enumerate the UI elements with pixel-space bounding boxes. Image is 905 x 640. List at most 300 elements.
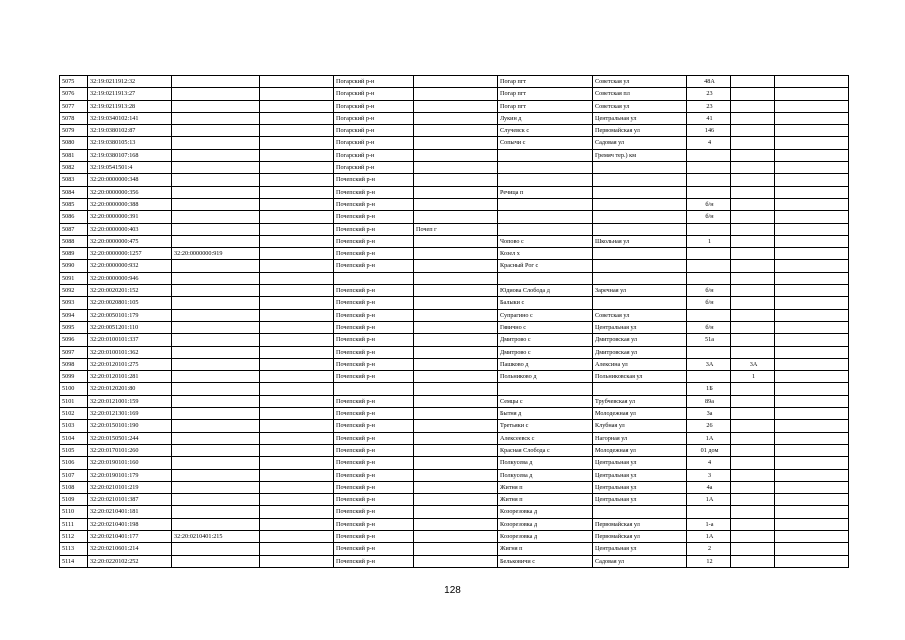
extra-number-cell: [731, 198, 775, 210]
town-cell: [414, 112, 498, 124]
row-number-cell: 5097: [60, 346, 88, 358]
blank-cell-cell: [260, 297, 334, 309]
street-cell: [593, 174, 687, 186]
blank-cell-cell: [260, 162, 334, 174]
town-cell: [414, 125, 498, 137]
cadastral-number-cell: 32:20:0190101:160: [88, 457, 172, 469]
locality-cell: Супрагино с: [498, 309, 593, 321]
blank-cell-cell: [260, 88, 334, 100]
extra-number-cell: [731, 321, 775, 333]
extra-note-cell: [775, 444, 849, 456]
extra-note-cell: [775, 211, 849, 223]
locality-cell: [498, 149, 593, 161]
cadastral-number-cell: 32:20:0120201:80: [88, 383, 172, 395]
street-cell: [593, 272, 687, 284]
house-number-cell: 23: [687, 100, 731, 112]
house-number-cell: 48А: [687, 76, 731, 88]
extra-number-cell: [731, 457, 775, 469]
cadastral-number-cell: 32:20:0000000:403: [88, 223, 172, 235]
town-cell: [414, 383, 498, 395]
locality-cell: [498, 198, 593, 210]
locality-cell: Житня п: [498, 481, 593, 493]
house-number-cell: 12: [687, 555, 731, 567]
locality-cell: Дмитрово с: [498, 346, 593, 358]
street-cell: Первомайская ул: [593, 125, 687, 137]
table-row: [60, 285, 849, 297]
town-cell: [414, 149, 498, 161]
blank-cell-cell: [260, 112, 334, 124]
house-number-cell: 1-а: [687, 518, 731, 530]
blank-cell-cell: [260, 198, 334, 210]
extra-number-cell: [731, 309, 775, 321]
street-cell: Центральная ул: [593, 321, 687, 333]
row-number-cell: 5111: [60, 518, 88, 530]
blank-cell-cell: [260, 408, 334, 420]
house-number-cell: 1Б: [687, 383, 731, 395]
row-number-cell: 5102: [60, 408, 88, 420]
district-cell: Почепский р-н: [334, 518, 414, 530]
blank-cell-cell: [260, 76, 334, 88]
locality-cell: Козорезовка д: [498, 530, 593, 542]
house-number-cell: 26: [687, 420, 731, 432]
district-cell: Почепский р-н: [334, 420, 414, 432]
town-cell: [414, 518, 498, 530]
extra-note-cell: [775, 248, 849, 260]
extra-number-cell: [731, 530, 775, 542]
street-cell: Польниковская ул: [593, 371, 687, 383]
cadastral-number-cell: 32:20:0000000:356: [88, 186, 172, 198]
street-cell: [593, 198, 687, 210]
row-number-cell: 5114: [60, 555, 88, 567]
street-cell: Молодежная ул: [593, 444, 687, 456]
district-cell: Погарский р-н: [334, 137, 414, 149]
district-cell: Почепский р-н: [334, 432, 414, 444]
house-number-cell: [687, 223, 731, 235]
row-number-cell: 5110: [60, 506, 88, 518]
row-number-cell: 5113: [60, 543, 88, 555]
street-cell: Заречная ул: [593, 285, 687, 297]
blank-cell-cell: [260, 395, 334, 407]
town-cell: [414, 530, 498, 542]
row-number-cell: 5107: [60, 469, 88, 481]
extra-number-cell: [731, 555, 775, 567]
blank-cell-cell: [260, 321, 334, 333]
table-row: [60, 186, 849, 198]
row-number-cell: 5108: [60, 481, 88, 493]
street-cell: Школьная ул: [593, 235, 687, 247]
row-number-cell: 5090: [60, 260, 88, 272]
cadastral-number-cell: 32:20:0121301:169: [88, 408, 172, 420]
row-number-cell: 5081: [60, 149, 88, 161]
table-row: [60, 371, 849, 383]
prior-cadastral-number-cell: [172, 494, 260, 506]
extra-number-cell: [731, 174, 775, 186]
blank-cell-cell: [260, 530, 334, 542]
house-number-cell: 4: [687, 137, 731, 149]
row-number-cell: 5087: [60, 223, 88, 235]
house-number-cell: 1А: [687, 432, 731, 444]
locality-cell: Погар пгт: [498, 100, 593, 112]
extra-note-cell: [775, 543, 849, 555]
house-number-cell: 4а: [687, 481, 731, 493]
extra-note-cell: [775, 383, 849, 395]
extra-note-cell: [775, 334, 849, 346]
cadastral-number-cell: 32:20:0210401:181: [88, 506, 172, 518]
town-cell: [414, 543, 498, 555]
district-cell: Почепский р-н: [334, 321, 414, 333]
extra-note-cell: [775, 408, 849, 420]
house-number-cell: 2: [687, 543, 731, 555]
locality-cell: Юдиова Слобода д: [498, 285, 593, 297]
house-number-cell: 1А: [687, 494, 731, 506]
extra-note-cell: [775, 309, 849, 321]
district-cell: Почепский р-н: [334, 494, 414, 506]
locality-cell: Красная Слобода с: [498, 444, 593, 456]
extra-number-cell: [731, 112, 775, 124]
row-number-cell: 5082: [60, 162, 88, 174]
table-row: [60, 223, 849, 235]
district-cell: Почепский р-н: [334, 186, 414, 198]
street-cell: [593, 211, 687, 223]
cadastral-number-cell: 32:19:0380107:168: [88, 149, 172, 161]
blank-cell-cell: [260, 248, 334, 260]
extra-note-cell: [775, 88, 849, 100]
blank-cell-cell: [260, 235, 334, 247]
locality-cell: Бельковичи с: [498, 555, 593, 567]
house-number-cell: [687, 506, 731, 518]
district-cell: Почепский р-н: [334, 334, 414, 346]
locality-cell: Алексеевск с: [498, 432, 593, 444]
house-number-cell: б/н: [687, 211, 731, 223]
extra-note-cell: [775, 494, 849, 506]
extra-number-cell: [731, 285, 775, 297]
extra-number-cell: [731, 506, 775, 518]
row-number-cell: 5075: [60, 76, 88, 88]
prior-cadastral-number-cell: [172, 235, 260, 247]
street-cell: Центральная ул: [593, 481, 687, 493]
cadastral-number-cell: 32:20:0000000:348: [88, 174, 172, 186]
town-cell: [414, 162, 498, 174]
town-cell: [414, 100, 498, 112]
town-cell: [414, 555, 498, 567]
table-row: [60, 297, 849, 309]
street-cell: [593, 223, 687, 235]
street-cell: Дмитровская ул: [593, 334, 687, 346]
prior-cadastral-number-cell: [172, 457, 260, 469]
house-number-cell: 1: [687, 235, 731, 247]
locality-cell: Польниково д: [498, 371, 593, 383]
extra-number-cell: [731, 383, 775, 395]
district-cell: Почепский р-н: [334, 395, 414, 407]
table-row: [60, 100, 849, 112]
house-number-cell: б/н: [687, 321, 731, 333]
town-cell: [414, 457, 498, 469]
prior-cadastral-number-cell: [172, 211, 260, 223]
extra-note-cell: [775, 162, 849, 174]
extra-note-cell: [775, 186, 849, 198]
cadastral-number-cell: 32:20:0210401:177: [88, 530, 172, 542]
cadastral-number-cell: 32:20:0190101:179: [88, 469, 172, 481]
table-row: [60, 321, 849, 333]
extra-note-cell: [775, 149, 849, 161]
prior-cadastral-number-cell: [172, 162, 260, 174]
locality-cell: [498, 174, 593, 186]
street-cell: [593, 297, 687, 309]
extra-note-cell: [775, 100, 849, 112]
cadastral-number-cell: 32:20:0210101:387: [88, 494, 172, 506]
cadastral-number-cell: 32:19:0340102:141: [88, 112, 172, 124]
blank-cell-cell: [260, 186, 334, 198]
prior-cadastral-number-cell: [172, 346, 260, 358]
prior-cadastral-number-cell: 32:20:0210401:215: [172, 530, 260, 542]
town-cell: [414, 395, 498, 407]
cadastral-number-cell: 32:20:0050101:179: [88, 309, 172, 321]
district-cell: Почепский р-н: [334, 444, 414, 456]
blank-cell-cell: [260, 494, 334, 506]
locality-cell: Погар пгт: [498, 88, 593, 100]
blank-cell-cell: [260, 555, 334, 567]
extra-note-cell: [775, 223, 849, 235]
district-cell: Почепский р-н: [334, 198, 414, 210]
locality-cell: Семцы с: [498, 395, 593, 407]
district-cell: Почепский р-н: [334, 469, 414, 481]
extra-note-cell: [775, 297, 849, 309]
locality-cell: Балыки с: [498, 297, 593, 309]
blank-cell-cell: [260, 457, 334, 469]
street-cell: Центральная ул: [593, 457, 687, 469]
street-cell: Гремяч тер.) км: [593, 149, 687, 161]
row-number-cell: 5098: [60, 358, 88, 370]
page-number: 128: [444, 585, 461, 596]
table-row: [60, 432, 849, 444]
cadastral-number-cell: 32:20:0100101:362: [88, 346, 172, 358]
table-row: [60, 481, 849, 493]
table-row: [60, 149, 849, 161]
extra-note-cell: [775, 432, 849, 444]
district-cell: Почепский р-н: [334, 457, 414, 469]
table-row: [60, 518, 849, 530]
prior-cadastral-number-cell: [172, 174, 260, 186]
row-number-cell: 5076: [60, 88, 88, 100]
table-row: [60, 309, 849, 321]
prior-cadastral-number-cell: [172, 395, 260, 407]
street-cell: Советская ул: [593, 309, 687, 321]
prior-cadastral-number-cell: [172, 432, 260, 444]
town-cell: [414, 494, 498, 506]
table-row: [60, 555, 849, 567]
street-cell: Советская ул: [593, 76, 687, 88]
town-cell: [414, 506, 498, 518]
extra-number-cell: [731, 186, 775, 198]
cadastral-number-cell: 32:20:0210401:198: [88, 518, 172, 530]
cadastral-number-cell: 32:20:0210601:214: [88, 543, 172, 555]
extra-note-cell: [775, 346, 849, 358]
row-number-cell: 5099: [60, 371, 88, 383]
house-number-cell: 41: [687, 112, 731, 124]
extra-number-cell: [731, 297, 775, 309]
prior-cadastral-number-cell: [172, 100, 260, 112]
table-row: [60, 248, 849, 260]
prior-cadastral-number-cell: [172, 223, 260, 235]
cadastral-number-cell: 32:20:0150101:190: [88, 420, 172, 432]
row-number-cell: 5089: [60, 248, 88, 260]
town-cell: [414, 88, 498, 100]
town-cell: [414, 321, 498, 333]
blank-cell-cell: [260, 272, 334, 284]
prior-cadastral-number-cell: [172, 506, 260, 518]
locality-cell: Погар пгт: [498, 76, 593, 88]
extra-number-cell: [731, 432, 775, 444]
house-number-cell: [687, 162, 731, 174]
table-row: [60, 444, 849, 456]
house-number-cell: [687, 186, 731, 198]
town-cell: [414, 346, 498, 358]
row-number-cell: 5100: [60, 383, 88, 395]
street-cell: [593, 383, 687, 395]
town-cell: [414, 420, 498, 432]
table-row: [60, 235, 849, 247]
cadastral-number-cell: 32:20:0020801:105: [88, 297, 172, 309]
extra-note-cell: [775, 358, 849, 370]
table-row: [60, 395, 849, 407]
extra-note-cell: [775, 555, 849, 567]
row-number-cell: 5085: [60, 198, 88, 210]
house-number-cell: 1А: [687, 530, 731, 542]
house-number-cell: [687, 260, 731, 272]
prior-cadastral-number-cell: [172, 420, 260, 432]
extra-number-cell: [731, 260, 775, 272]
locality-cell: Лукин д: [498, 112, 593, 124]
cadastral-number-cell: 32:19:0380102:87: [88, 125, 172, 137]
blank-cell-cell: [260, 481, 334, 493]
cadastral-number-cell: 32:20:0220102:252: [88, 555, 172, 567]
prior-cadastral-number-cell: [172, 518, 260, 530]
district-cell: Почепский р-н: [334, 309, 414, 321]
blank-cell-cell: [260, 309, 334, 321]
table-row: [60, 530, 849, 542]
street-cell: Алексина ул: [593, 358, 687, 370]
cadastral-number-cell: 32:20:0210101:219: [88, 481, 172, 493]
district-cell: Почепский р-н: [334, 530, 414, 542]
house-number-cell: 3а: [687, 408, 731, 420]
extra-number-cell: [731, 149, 775, 161]
town-cell: [414, 371, 498, 383]
row-number-cell: 5112: [60, 530, 88, 542]
street-cell: Советская пл: [593, 88, 687, 100]
cadastral-number-cell: 32:20:0000000:475: [88, 235, 172, 247]
table-row: [60, 543, 849, 555]
extra-number-cell: [731, 395, 775, 407]
extra-number-cell: [731, 334, 775, 346]
prior-cadastral-number-cell: [172, 149, 260, 161]
locality-cell: [498, 223, 593, 235]
district-cell: [334, 272, 414, 284]
cadastral-number-cell: 32:20:0051201:110: [88, 321, 172, 333]
blank-cell-cell: [260, 469, 334, 481]
street-cell: Первомайская ул: [593, 530, 687, 542]
row-number-cell: 5101: [60, 395, 88, 407]
district-cell: Погарский р-н: [334, 112, 414, 124]
extra-note-cell: [775, 506, 849, 518]
row-number-cell: 5092: [60, 285, 88, 297]
table-row: [60, 334, 849, 346]
table-row: [60, 469, 849, 481]
district-cell: Почепский р-н: [334, 481, 414, 493]
town-cell: [414, 260, 498, 272]
house-number-cell: [687, 272, 731, 284]
blank-cell-cell: [260, 137, 334, 149]
locality-cell: [498, 272, 593, 284]
prior-cadastral-number-cell: [172, 408, 260, 420]
town-cell: [414, 444, 498, 456]
locality-cell: [498, 383, 593, 395]
street-cell: Первомайская ул: [593, 518, 687, 530]
town-cell: [414, 309, 498, 321]
extra-note-cell: [775, 420, 849, 432]
district-cell: Почепский р-н: [334, 297, 414, 309]
town-cell: [414, 297, 498, 309]
blank-cell-cell: [260, 174, 334, 186]
blank-cell-cell: [260, 444, 334, 456]
house-number-cell: 01 дом: [687, 444, 731, 456]
row-number-cell: 5091: [60, 272, 88, 284]
house-number-cell: [687, 149, 731, 161]
locality-cell: Речица п: [498, 186, 593, 198]
cadastral-number-cell: 32:19:0380105:13: [88, 137, 172, 149]
town-cell: [414, 248, 498, 260]
locality-cell: Пашково д: [498, 358, 593, 370]
table-row: [60, 76, 849, 88]
locality-cell: Чопово с: [498, 235, 593, 247]
locality-cell: Бытня д: [498, 408, 593, 420]
street-cell: Молодежная ул: [593, 408, 687, 420]
blank-cell-cell: [260, 358, 334, 370]
house-number-cell: [687, 346, 731, 358]
extra-note-cell: [775, 457, 849, 469]
prior-cadastral-number-cell: [172, 272, 260, 284]
district-cell: Почепский р-н: [334, 506, 414, 518]
prior-cadastral-number-cell: [172, 137, 260, 149]
town-cell: [414, 469, 498, 481]
cadastral-number-cell: 32:20:0121001:159: [88, 395, 172, 407]
table-row: [60, 383, 849, 395]
street-cell: Центральная ул: [593, 543, 687, 555]
town-cell: [414, 481, 498, 493]
cadastral-number-cell: 32:19:0211913:28: [88, 100, 172, 112]
district-cell: Почепский р-н: [334, 260, 414, 272]
locality-cell: Жигня п: [498, 543, 593, 555]
district-cell: Почепский р-н: [334, 371, 414, 383]
row-number-cell: 5109: [60, 494, 88, 506]
blank-cell-cell: [260, 125, 334, 137]
extra-number-cell: [731, 494, 775, 506]
district-cell: [334, 383, 414, 395]
town-cell: [414, 137, 498, 149]
cadastral-number-cell: 32:19:0211913:27: [88, 88, 172, 100]
extra-number-cell: 1: [731, 371, 775, 383]
table-row: [60, 420, 849, 432]
extra-number-cell: [731, 518, 775, 530]
extra-number-cell: [731, 248, 775, 260]
extra-note-cell: [775, 235, 849, 247]
locality-cell: Полкусева д: [498, 457, 593, 469]
row-number-cell: 5095: [60, 321, 88, 333]
cadastral-number-cell: 32:20:0000000:1257: [88, 248, 172, 260]
cadastral-number-cell: 32:20:0100101:337: [88, 334, 172, 346]
extra-number-cell: [731, 469, 775, 481]
district-cell: Погарский р-н: [334, 76, 414, 88]
row-number-cell: 5105: [60, 444, 88, 456]
